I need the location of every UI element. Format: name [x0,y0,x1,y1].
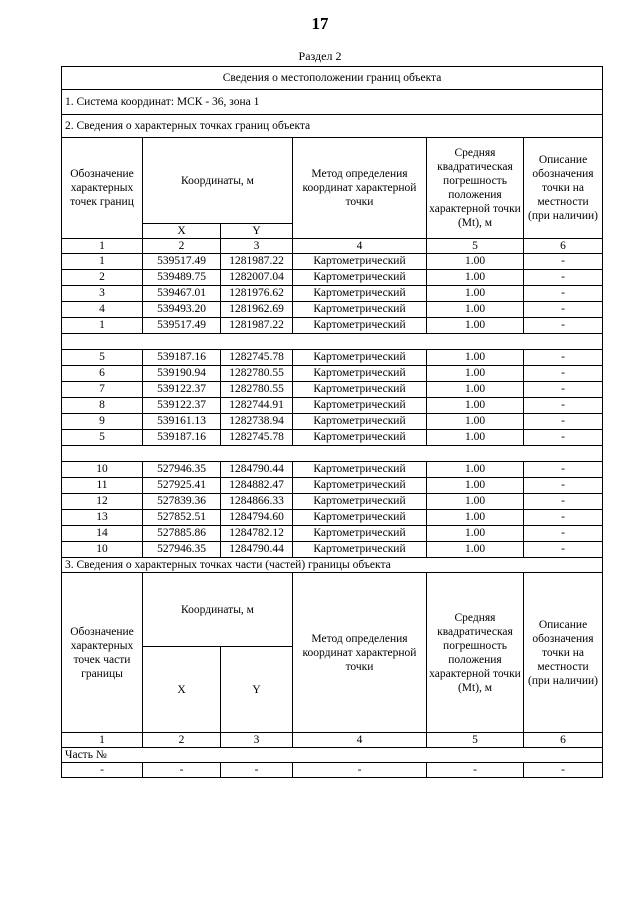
cell-x: 527852.51 [143,510,221,526]
cell-y: 1282007.04 [221,270,293,286]
cell-mt: 1.00 [427,382,524,398]
cell-n: 12 [62,494,143,510]
header-coordinates: Координаты, м [143,138,293,224]
cell-mt: 1.00 [427,430,524,446]
cell-n: 5 [62,430,143,446]
cell-n: 8 [62,398,143,414]
column-number-row [62,239,603,254]
cell-method: Картометрический [293,414,427,430]
table-row [62,430,603,446]
cell-y: 1281987.22 [221,318,293,334]
cell-mt: 1.00 [427,366,524,382]
cell-desc: - [524,430,603,446]
cell-desc: - [524,526,603,542]
col-number: 4 [293,239,427,254]
cell-mt: 1.00 [427,494,524,510]
part3-data-row [62,763,603,778]
part3-cell: - [524,763,603,778]
cell-y: 1284790.44 [221,462,293,478]
cell-x: 539517.49 [143,318,221,334]
cell-n: 2 [62,270,143,286]
table-row [62,542,603,558]
coord-system: 1. Система координат: МСК - 36, зона 1 [62,90,603,115]
table-row [62,254,603,270]
cell-method: Картометрический [293,430,427,446]
cell-y: 1284882.47 [221,478,293,494]
col-number: 1 [62,239,143,254]
page-number: 17 [311,14,329,33]
cell-y: 1281976.62 [221,286,293,302]
table-row [62,526,603,542]
cell-x: 539190.94 [143,366,221,382]
part3-cell: - [293,763,427,778]
blank-separator-row [62,446,603,462]
table-row [62,318,603,334]
cell-n: 5 [62,350,143,366]
cell-desc: - [524,510,603,526]
part3-cell: - [143,763,221,778]
col-number: 6 [524,733,603,748]
cell-method: Картометрический [293,494,427,510]
cell-y: 1282745.78 [221,430,293,446]
section-label: Раздел 2 [298,49,342,63]
table-row [62,414,603,430]
cell-method: Картометрический [293,286,427,302]
cell-method: Картометрический [293,462,427,478]
table-row [62,478,603,494]
cell-method: Картометрический [293,542,427,558]
cell-desc: - [524,398,603,414]
cell-y: 1284866.33 [221,494,293,510]
part3-cell: - [427,763,524,778]
blank-cell [62,446,603,462]
cell-x: 539161.13 [143,414,221,430]
cell-desc: - [524,382,603,398]
cell-desc: - [524,494,603,510]
cell-x: 527885.86 [143,526,221,542]
col-number: 2 [143,239,221,254]
table-row [62,270,603,286]
cell-method: Картометрический [293,302,427,318]
table-row [62,510,603,526]
header-x: X [143,224,221,239]
cell-n: 13 [62,510,143,526]
cell-x: 539122.37 [143,398,221,414]
col-number: 5 [427,733,524,748]
cell-mt: 1.00 [427,254,524,270]
col-number: 5 [427,239,524,254]
cell-desc: - [524,270,603,286]
part3-header-accuracy: Средняя квадратическая погрешность положения характерной точки (Mt), м [427,573,524,733]
part3-column-number-row [62,733,603,748]
cell-n: 9 [62,414,143,430]
header-method: Метод определения координат характерной точки [293,138,427,239]
cell-n: 11 [62,478,143,494]
cell-mt: 1.00 [427,526,524,542]
table-title: Сведения о местоположении границ объекта [62,67,603,90]
cell-mt: 1.00 [427,270,524,286]
cell-desc: - [524,366,603,382]
table-row [62,366,603,382]
cell-x: 539489.75 [143,270,221,286]
table-row [62,286,603,302]
cell-x: 527925.41 [143,478,221,494]
cell-method: Картометрический [293,270,427,286]
table-row [62,382,603,398]
cell-method: Картометрический [293,510,427,526]
part3-header-method: Метод определения координат характерной точки [293,573,427,733]
cell-n: 1 [62,318,143,334]
table-row [62,462,603,478]
cell-n: 14 [62,526,143,542]
cell-n: 3 [62,286,143,302]
part3-header-y: Y [221,647,293,733]
col-number: 1 [62,733,143,748]
cell-desc: - [524,254,603,270]
cell-desc: - [524,286,603,302]
cell-mt: 1.00 [427,398,524,414]
part3-header-description: Описание обозначения точки на местности (при наличии) [524,573,603,733]
col-number: 3 [221,239,293,254]
cell-y: 1282780.55 [221,382,293,398]
cell-method: Картометрический [293,398,427,414]
part3-cell: - [62,763,143,778]
cell-mt: 1.00 [427,478,524,494]
cell-mt: 1.00 [427,510,524,526]
cell-method: Картометрический [293,350,427,366]
cell-x: 539517.49 [143,254,221,270]
cell-y: 1284794.60 [221,510,293,526]
cell-mt: 1.00 [427,302,524,318]
header-point-designation: Обозначение характерных точек границ [62,138,143,239]
cell-y: 1282744.91 [221,398,293,414]
blank-cell [62,334,603,350]
cell-y: 1281987.22 [221,254,293,270]
cell-n: 1 [62,254,143,270]
cell-x: 539493.20 [143,302,221,318]
cell-mt: 1.00 [427,414,524,430]
cell-mt: 1.00 [427,542,524,558]
header-accuracy: Средняя квадратическая погрешность положения характерной точки (Mt), м [427,138,524,239]
cell-y: 1282738.94 [221,414,293,430]
cell-method: Картометрический [293,382,427,398]
cell-mt: 1.00 [427,318,524,334]
part3-header-x: X [143,647,221,733]
cell-desc: - [524,318,603,334]
blank-separator-row [62,334,603,350]
cell-method: Картометрический [293,478,427,494]
cell-mt: 1.00 [427,350,524,366]
table-row [62,494,603,510]
cell-desc: - [524,414,603,430]
cell-method: Картометрический [293,526,427,542]
table-row [62,350,603,366]
cell-y: 1282745.78 [221,350,293,366]
cell-mt: 1.00 [427,462,524,478]
cell-x: 539187.16 [143,350,221,366]
cell-desc: - [524,302,603,318]
part3-cell: - [221,763,293,778]
part3-header-point-designation: Обозначение характерных точек части границы [62,573,143,733]
part-label: Часть № [62,748,603,763]
cell-mt: 1.00 [427,286,524,302]
cell-n: 6 [62,366,143,382]
col-number: 3 [221,733,293,748]
part2-title: 2. Сведения о характерных точках границ объекта [62,115,603,138]
cell-y: 1281962.69 [221,302,293,318]
cell-y: 1284782.12 [221,526,293,542]
cell-method: Картометрический [293,318,427,334]
part3-header-coordinates: Координаты, м [143,573,293,647]
cell-x: 539467.01 [143,286,221,302]
cell-desc: - [524,350,603,366]
cell-desc: - [524,478,603,494]
cell-x: 539122.37 [143,382,221,398]
cell-method: Картометрический [293,366,427,382]
col-number: 6 [524,239,603,254]
cell-n: 7 [62,382,143,398]
cell-n: 4 [62,302,143,318]
cell-y: 1284790.44 [221,542,293,558]
cell-x: 539187.16 [143,430,221,446]
cell-n: 10 [62,462,143,478]
cell-x: 527946.35 [143,462,221,478]
col-number: 4 [293,733,427,748]
cell-method: Картометрический [293,254,427,270]
cell-desc: - [524,542,603,558]
cell-x: 527839.36 [143,494,221,510]
col-number: 2 [143,733,221,748]
cell-desc: - [524,462,603,478]
table-row [62,302,603,318]
header-y: Y [221,224,293,239]
cell-n: 10 [62,542,143,558]
header-description: Описание обозначения точки на местности (при наличии) [524,138,603,239]
table-row [62,398,603,414]
cell-x: 527946.35 [143,542,221,558]
boundary-table [61,66,603,778]
part3-title: 3. Сведения о характерных точках части (частей) границы объекта [62,558,603,573]
cell-y: 1282780.55 [221,366,293,382]
